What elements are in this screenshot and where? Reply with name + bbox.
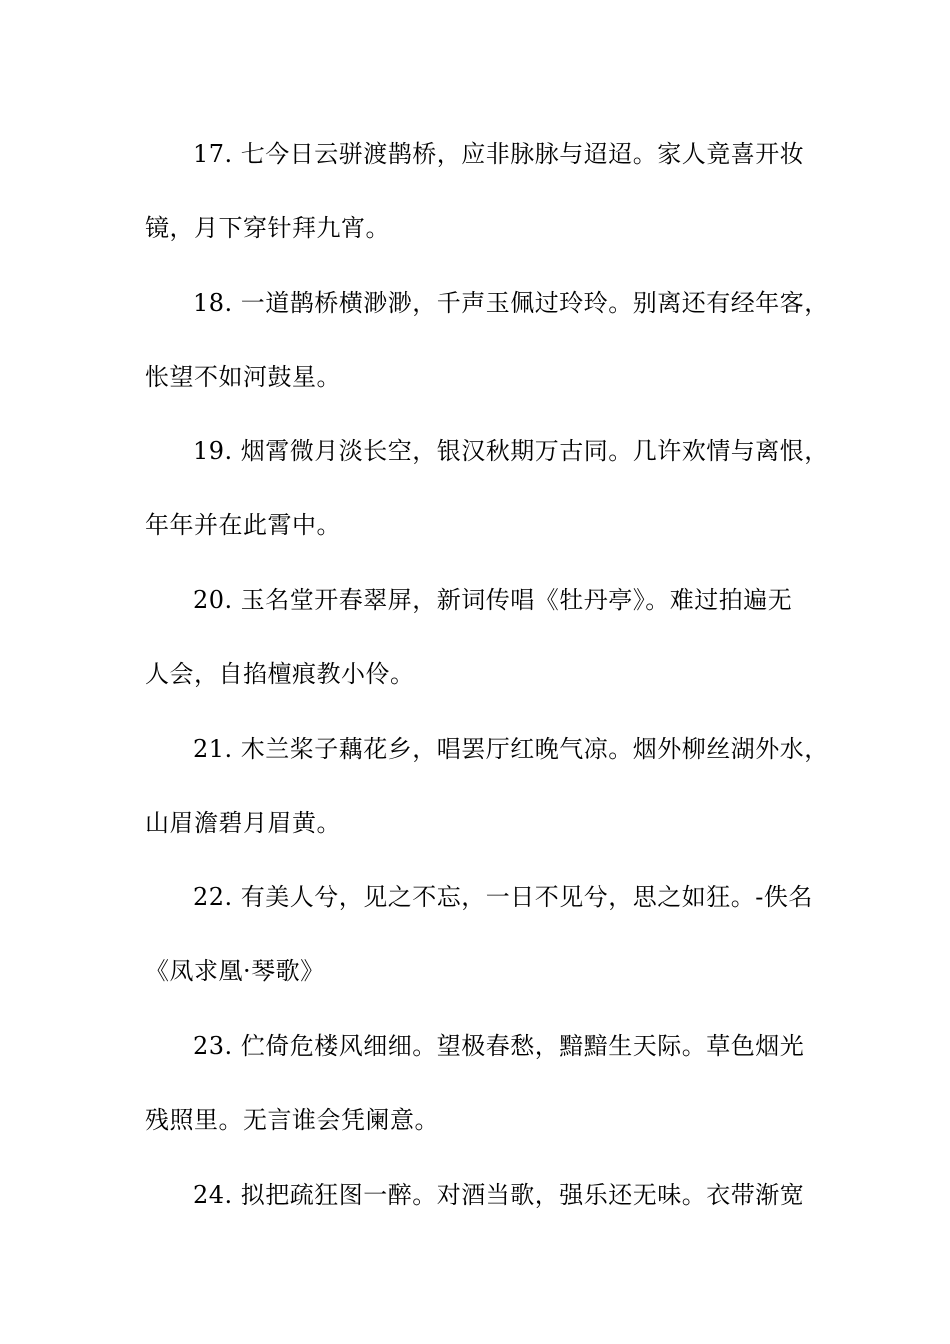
poem-21-line-2: 山眉澹碧月眉黄。 bbox=[145, 809, 341, 837]
poem-17-line-1: 17. 七今日云骈渡鹊桥，应非脉脉与迢迢。家人竟喜开妆 bbox=[193, 140, 805, 168]
poem-17-line-2: 镜，月下穿针拜九宵。 bbox=[145, 214, 390, 242]
poem-19-line-2: 年年并在此霄中。 bbox=[145, 511, 341, 539]
poem-18-line-1: 18. 一道鹊桥横渺渺，千声玉佩过玲玲。别离还有经年客， bbox=[193, 289, 829, 317]
poem-24-line-1: 24. 拟把疏狂图一醉。对酒当歌，强乐还无味。衣带渐宽 bbox=[193, 1181, 805, 1209]
poem-18-line-2: 怅望不如河鼓星。 bbox=[145, 363, 341, 391]
poem-21-line-1: 21. 木兰桨子藕花乡，唱罢厅红晚气凉。烟外柳丝湖外水， bbox=[193, 735, 829, 763]
poem-23-line-1: 23. 伫倚危楼风细细。望极春愁，黯黯生天际。草色烟光 bbox=[193, 1032, 805, 1060]
poem-20-line-2: 人会，自掐檀痕教小伶。 bbox=[145, 660, 415, 688]
poem-20-line-1: 20. 玉名堂开春翠屏，新词传唱《牡丹亭》。难过拍遍无 bbox=[193, 586, 793, 614]
poem-22-line-1: 22. 有美人兮，见之不忘，一日不见兮，思之如狂。-佚名 bbox=[193, 883, 813, 911]
poem-23-line-2: 残照里。无言谁会凭阑意。 bbox=[145, 1106, 439, 1134]
poem-22-line-2: 《凤求凰·琴歌》 bbox=[145, 957, 325, 985]
poem-19-line-1: 19. 烟霄微月淡长空，银汉秋期万古同。几许欢情与离恨， bbox=[193, 437, 829, 465]
